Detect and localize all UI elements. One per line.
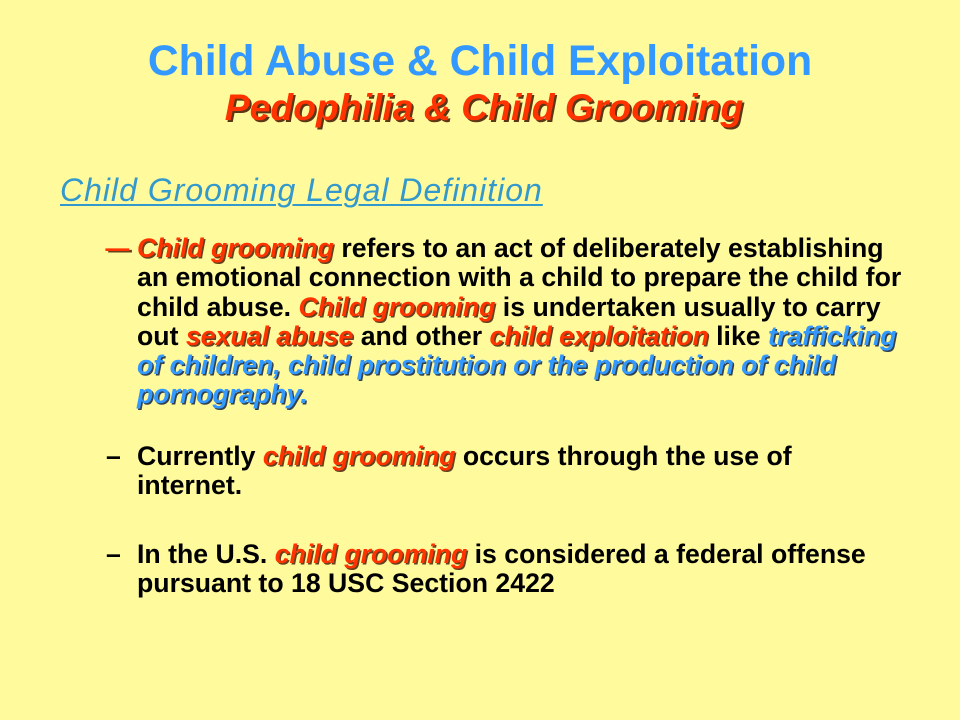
bullet-dash-marker: – — [104, 233, 131, 263]
bullet-line — [137, 442, 792, 471]
section-heading-link[interactable]: Child Grooming Legal Definition — [60, 172, 543, 208]
body-text: In the U.S. — [137, 539, 275, 569]
body-text: out — [137, 320, 186, 351]
bullet-line — [137, 263, 901, 292]
body-text: refers to an act of deliberately establishing — [333, 233, 884, 263]
term-child-exploitation: child exploitation — [489, 320, 709, 351]
body-text: like — [708, 320, 769, 351]
body-text: and other — [353, 320, 490, 351]
bullet-text — [137, 540, 866, 599]
bullet-line — [137, 322, 901, 351]
body-text: child abuse. — [137, 291, 299, 322]
body-text: is considered a federal offense — [467, 539, 866, 569]
bullet-text — [137, 234, 901, 410]
slide-title: Child Abuse & Child Exploitation — [147, 37, 813, 85]
bullet-line — [137, 569, 866, 598]
body-text: is undertaken usually to carry — [495, 291, 881, 322]
phrase-exploitation-examples: trafficking — [768, 320, 897, 351]
bullet-line — [137, 540, 866, 569]
body-text: internet. — [137, 470, 243, 501]
term-child-grooming: child grooming — [274, 539, 468, 569]
bullet-line — [137, 380, 901, 409]
bullet-line — [137, 234, 901, 263]
body-text: occurs through the use of — [455, 441, 792, 471]
term-sexual-abuse: sexual abuse — [185, 320, 354, 351]
term-child-grooming: Child grooming — [298, 291, 496, 322]
slide-subtitle: Pedophilia & Child Grooming — [224, 86, 744, 128]
bullet-dash-marker: – — [106, 539, 121, 569]
body-text: pursuant to 18 USC Section 2422 — [137, 568, 555, 599]
term-child-grooming: child grooming — [262, 441, 456, 471]
bullet-line — [137, 471, 792, 500]
bullet-dash-marker: – — [106, 441, 121, 471]
phrase-exploitation-examples: pornography. — [137, 379, 308, 410]
body-text: Currently — [137, 441, 263, 471]
term-child-grooming: Child grooming — [137, 233, 334, 263]
bullet-line — [137, 351, 901, 380]
body-text: an emotional connection with a child to prepare the child for — [137, 262, 902, 293]
bullet-line — [137, 293, 901, 322]
phrase-exploitation-examples: of children, child prostitution or the production of child — [137, 350, 836, 381]
bullet-text — [137, 442, 792, 501]
